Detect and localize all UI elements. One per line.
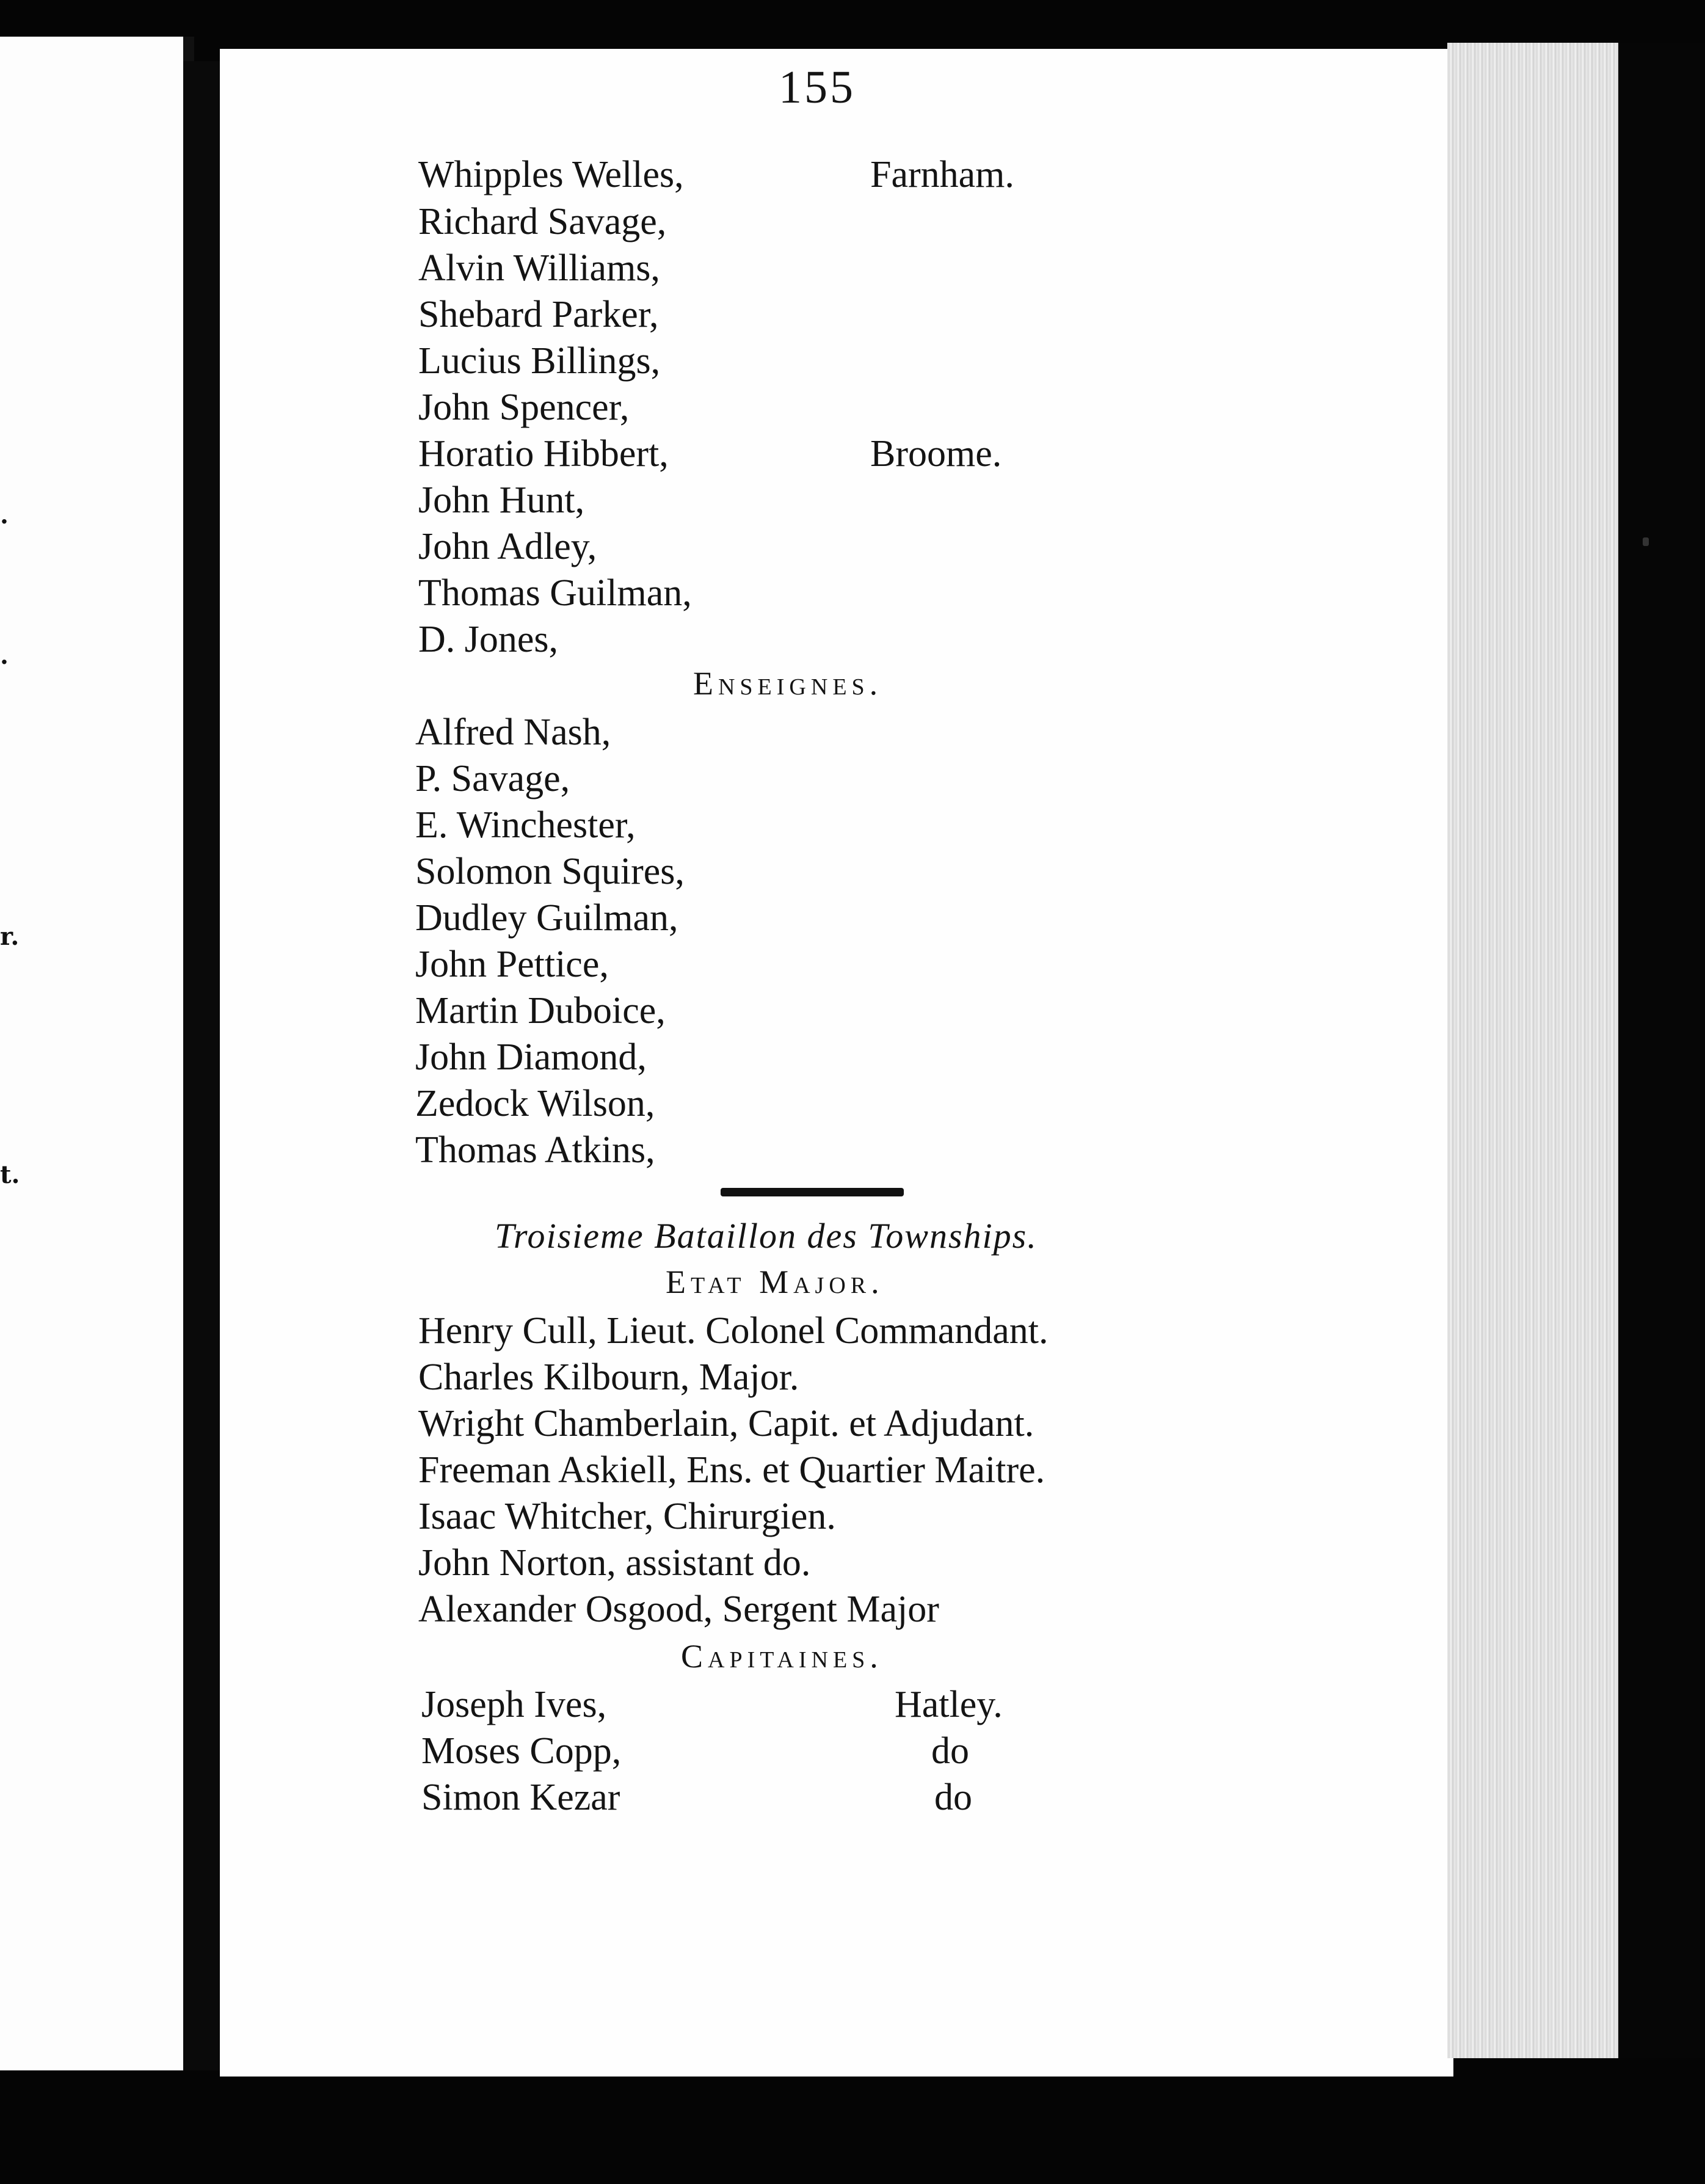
enseigne-name: Dudley Guilman, [415,897,678,939]
etat-major-entry: Wright Chamberlain, Capit. et Adjudant. [418,1403,1034,1444]
enseignes-heading: Enseignes. [693,665,883,702]
lieutenant-place: Farnham. [870,154,1014,195]
lieutenant-name: Thomas Guilman, [418,572,692,614]
lieutenant-name: John Spencer, [418,387,630,428]
capitaine-name: Moses Copp, [421,1730,622,1772]
lieutenant-name: John Hunt, [418,479,585,521]
lieutenant-name: D. Jones, [418,619,559,660]
capitaine-place: Hatley. [895,1684,1003,1725]
enseigne-name: Thomas Atkins, [415,1129,655,1171]
lieutenant-name: Horatio Hibbert, [418,433,669,475]
enseigne-name: Zedock Wilson, [415,1083,655,1124]
lieutenant-name: Richard Savage, [418,201,667,242]
enseigne-name: John Pettice, [415,944,609,985]
etat-major-entry: Charles Kilbourn, Major. [418,1356,799,1398]
section-divider [721,1188,904,1196]
right-page [220,49,1453,2077]
capitaine-name: Simon Kezar [421,1777,620,1818]
battalion-title: Troisieme Bataillon des Townships. [495,1216,1038,1256]
capitaines-heading: Capitaines. [681,1638,883,1675]
enseigne-name: Alfred Nash, [415,712,611,753]
enseigne-name: E. Winchester, [415,804,636,846]
etat-major-entry: Henry Cull, Lieut. Colonel Commandant. [418,1310,1049,1352]
lieutenant-name: Alvin Williams, [418,247,660,289]
left-page-mark: t. [0,1160,20,1189]
lieutenant-name: Whipples Welles, [418,154,684,195]
left-page-mark: r. [0,922,20,951]
etat-major-entry: John Norton, assistant do. [418,1542,811,1584]
page-number: 155 [779,62,856,113]
capitaine-name: Joseph Ives, [421,1684,607,1725]
enseigne-name: Solomon Squires, [415,851,685,892]
left-page-mark: . [0,501,9,530]
capitaine-place: do [931,1730,969,1772]
page-speck [1643,537,1649,546]
enseigne-name: Martin Duboice, [415,990,666,1032]
book-gutter [183,61,220,2070]
left-page-mark: . [0,641,9,670]
lieutenant-name: Shebard Parker, [418,294,659,335]
lieutenant-name: John Adley, [418,526,597,567]
background-edge [1618,43,1705,2058]
lieutenant-name: Lucius Billings, [418,340,661,382]
page-edge-texture [1447,43,1618,2058]
lieutenant-place: Broome. [870,433,1002,475]
enseigne-name: P. Savage, [415,758,570,799]
etat-major-entry: Isaac Whitcher, Chirurgien. [418,1496,836,1537]
etat-major-entry: Alexander Osgood, Sergent Major [418,1589,939,1630]
left-page-fragment [0,37,194,2070]
enseigne-name: John Diamond, [415,1036,647,1078]
etat-major-heading: Etat Major. [666,1264,884,1300]
capitaine-place: do [934,1777,972,1818]
etat-major-entry: Freeman Askiell, Ens. et Quartier Maitre. [418,1449,1045,1491]
